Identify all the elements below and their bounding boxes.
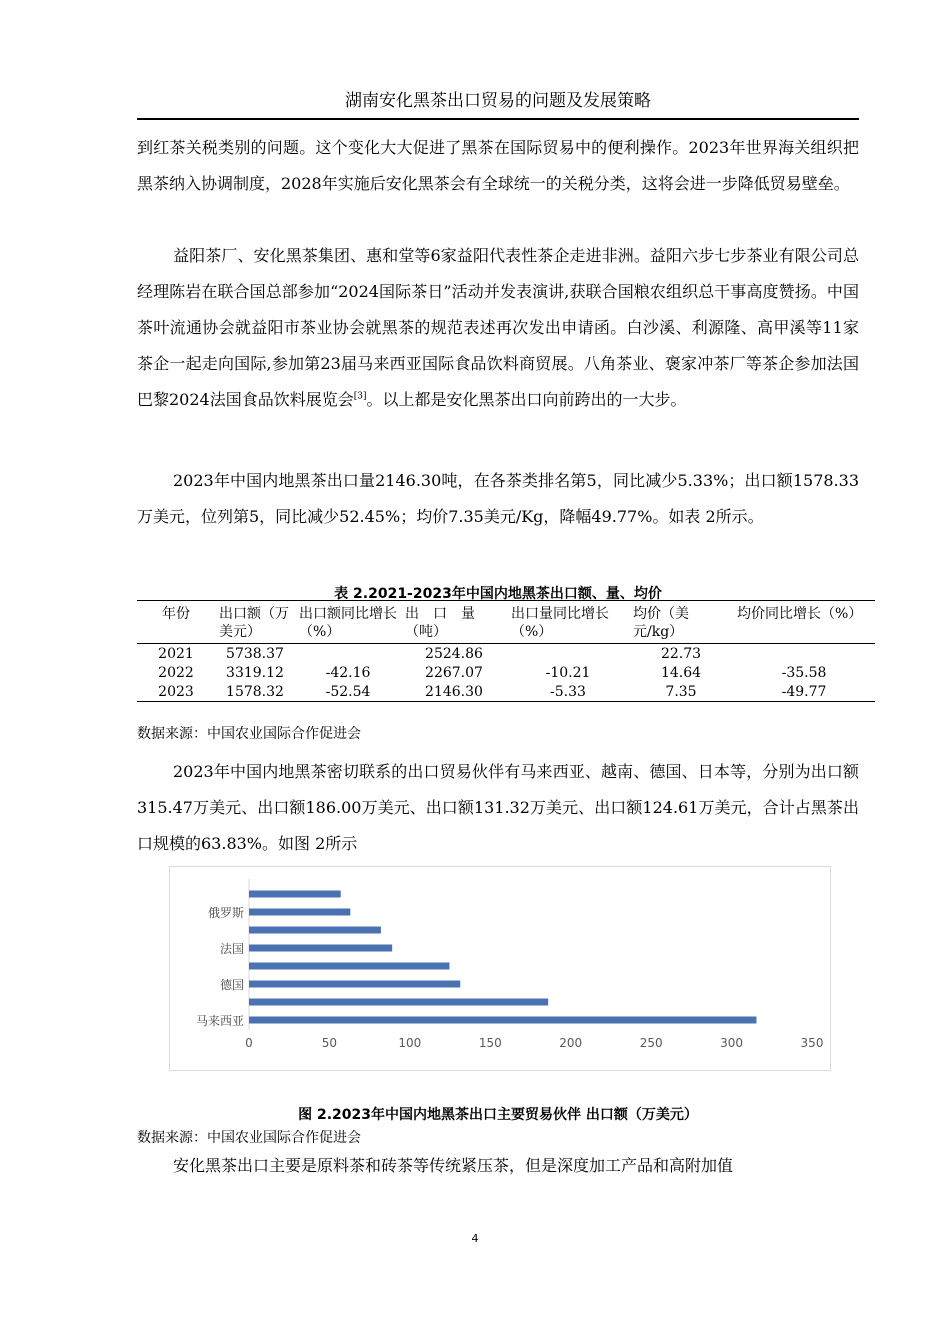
cell (733, 644, 875, 664)
cell: 2524.86 (425, 645, 483, 662)
x-tick-label: 300 (720, 1036, 744, 1050)
cell: 2021 (158, 645, 194, 662)
table-row (137, 663, 875, 682)
x-tick-label: 50 (321, 1036, 338, 1050)
cell: 1578.32 (226, 683, 284, 700)
paragraph-5 (137, 1148, 859, 1184)
cell: 2267.07 (425, 664, 483, 681)
paragraph-2-tail: 。以上都是安化黑茶出口向前跨出的一大步。 (366, 390, 687, 409)
category-label: 德国 (219, 978, 244, 992)
header-year: 年份 (162, 606, 190, 622)
paragraph-3-text: 2023年中国内地黑茶出口量2146.30吨，在各茶类排名第5，同比减少5.33%；出口额1578.33万美元，位列第5，同比减少52.45%；均价7.35美元/Kg，降幅49.77%。如表 2所示。 (137, 471, 859, 526)
header-export-value-growth: 出口额同比增长（%） (299, 606, 397, 640)
bar (249, 963, 449, 970)
citation-ref: [3] (353, 391, 367, 402)
table-caption: 表 2.2021-2023年中国内地黑茶出口额、量、均价 (334, 586, 662, 602)
cell: 22.73 (660, 645, 702, 662)
bar (249, 999, 548, 1006)
x-tick-label: 200 (559, 1036, 583, 1050)
bar-chart-frame (169, 866, 831, 1071)
paragraph-4-text: 2023年中国内地黑茶密切联系的出口贸易伙伴有马来西亚、越南、德国、日本等，分别为出口额315.47万美元、出口额186.00万美元、出口额131.32万美元、出口额124.61万美元，合计占黑茶出口规模的63.83%。如图 2所示 (137, 762, 859, 853)
cell: -52.54 (325, 683, 371, 700)
bar (249, 891, 341, 898)
cell: -5.33 (550, 683, 586, 700)
category-label: 马来西亚 (195, 1014, 244, 1028)
running-header: 湖南安化黑茶出口贸易的问题及发展策略 (137, 84, 859, 120)
cell: 14.64 (660, 664, 702, 681)
x-tick-label: 150 (478, 1036, 502, 1050)
cell: 2022 (158, 664, 194, 681)
table-row (137, 682, 875, 702)
cell: -10.21 (545, 664, 591, 681)
x-tick-label: 0 (245, 1036, 253, 1050)
cell: 2023 (158, 683, 194, 700)
header-export-volume: 出 口 量（吨） (405, 606, 475, 640)
table-source: 数据来源：中国农业国际合作促进会 (137, 726, 361, 742)
figure-source: 数据来源：中国农业国际合作促进会 (137, 1130, 361, 1146)
page-number: 4 (471, 1232, 479, 1245)
paragraph-5-text: 安化黑茶出口主要是原料茶和砖茶等传统紧压茶，但是深度加工产品和高附加值 (173, 1156, 734, 1175)
category-label: 俄罗斯 (207, 906, 244, 920)
cell: -42.16 (325, 664, 371, 681)
x-tick-label: 250 (639, 1036, 663, 1050)
figure-caption: 图 2.2023年中国内地黑茶出口主要贸易伙伴 出口额（万美元） (298, 1107, 698, 1123)
paragraph-2-text: 益阳茶厂、安化黑茶集团、惠和堂等6家益阳代表性茶企走进非洲。益阳六步七步茶业有限公司总经理陈岩在联合国总部参加“2024国际茶日”活动并发表演讲,获联合国粮农组织总干事高度赞扬。中国茶叶流通协会就益阳市茶业协会就黑茶的规范表述再次发出申请函。白沙溪、利源隆、高甲溪等11家茶企一起走向国际,参加第23届马来西亚国际食品饮料商贸展。八角茶业、褒家冲茶厂等茶企参加法国巴黎2024法国食品饮料展览会 (137, 246, 859, 409)
paragraph-3 (137, 463, 859, 535)
category-label: 法国 (219, 942, 244, 956)
header-avg-price: 均价（美元/kg） (633, 606, 689, 640)
export-table (137, 600, 875, 702)
cell: 2146.30 (425, 683, 483, 700)
table-row (137, 644, 875, 664)
header-price-growth: 均价同比增长（%） (737, 606, 863, 622)
bar (249, 981, 460, 988)
cell (507, 644, 629, 664)
cell: 7.35 (665, 683, 697, 700)
bar (249, 945, 392, 952)
header-export-value: 出口额（万美元） (219, 606, 289, 640)
bar (249, 909, 350, 916)
bar (249, 1017, 756, 1024)
cell (295, 644, 401, 664)
x-tick-label: 350 (800, 1036, 824, 1050)
paragraph-4 (137, 754, 859, 862)
cell: -49.77 (781, 683, 827, 700)
table-header-row (137, 601, 875, 644)
cell: 3319.12 (226, 664, 284, 681)
cell: -35.58 (781, 664, 827, 681)
cell: 5738.37 (226, 645, 284, 662)
paragraph-2 (137, 238, 859, 418)
bar (249, 927, 381, 934)
x-tick-label: 100 (398, 1036, 422, 1050)
header-volume-growth: 出口量同比增长（%） (511, 606, 609, 640)
paragraph-1: 到红茶关税类别的问题。这个变化大大促进了黑茶在国际贸易中的便利操作。2023年世界海关组织把黑茶纳入协调制度，2028年实施后安化黑茶会有全球统一的关税分类，这将会进一步降低贸易壁垒。 (137, 138, 859, 193)
bar-chart (170, 867, 830, 1070)
